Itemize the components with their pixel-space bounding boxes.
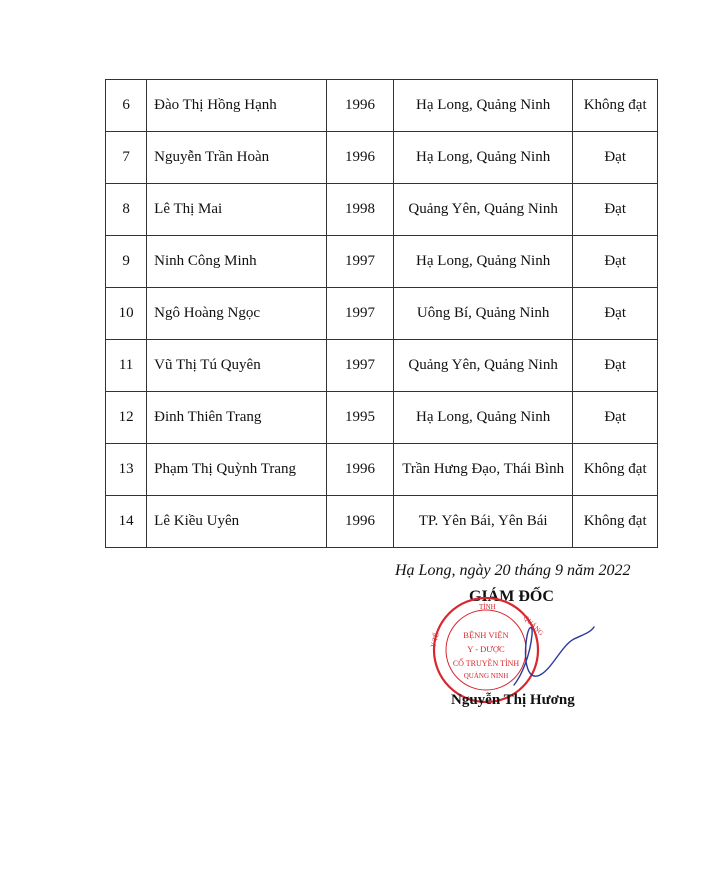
full-name: Đinh Thiên Trang	[147, 392, 327, 444]
birth-year: 1996	[327, 496, 394, 548]
result: Không đạt	[573, 496, 658, 548]
stamp-line-1: BỆNH VIỆN	[463, 630, 509, 640]
row-number: 9	[106, 236, 147, 288]
table-row	[106, 444, 658, 496]
full-name: Lê Kiều Uyên	[147, 496, 327, 548]
birth-year: 1998	[327, 184, 394, 236]
result: Đạt	[573, 340, 658, 392]
full-name: Đào Thị Hồng Hạnh	[147, 80, 327, 132]
row-number: 14	[106, 496, 147, 548]
full-name: Vũ Thị Tú Quyên	[147, 340, 327, 392]
hometown: Quảng Yên, Quảng Ninh	[393, 184, 572, 236]
birth-year: 1997	[327, 236, 394, 288]
stamp-line-3: CỔ TRUYỀN TỈNH	[452, 659, 520, 668]
table-row	[106, 184, 658, 236]
hometown: Trần Hưng Đạo, Thái Bình	[393, 444, 572, 496]
stamp-ring-left: Y TẾ	[429, 631, 441, 649]
full-name: Ngô Hoàng Ngọc	[147, 288, 327, 340]
hometown: Hạ Long, Quảng Ninh	[393, 132, 572, 184]
result: Đạt	[573, 184, 658, 236]
row-number: 11	[106, 340, 147, 392]
signature-scrawl	[500, 615, 595, 695]
hometown: Uông Bí, Quảng Ninh	[393, 288, 572, 340]
row-number: 8	[106, 184, 147, 236]
row-number: 13	[106, 444, 147, 496]
full-name: Nguyễn Trần Hoàn	[147, 132, 327, 184]
result: Không đạt	[573, 444, 658, 496]
table-row	[106, 496, 658, 548]
hometown: Quảng Yên, Quảng Ninh	[393, 340, 572, 392]
result: Đạt	[573, 236, 658, 288]
row-number: 6	[106, 80, 147, 132]
results-table	[105, 79, 658, 548]
row-number: 12	[106, 392, 147, 444]
result: Đạt	[573, 392, 658, 444]
stamp-ring-right: QUẢNG	[521, 613, 546, 638]
date-line: Hạ Long, ngày 20 tháng 9 năm 2022	[395, 562, 631, 579]
full-name: Lê Thị Mai	[147, 184, 327, 236]
table-row	[106, 288, 658, 340]
birth-year: 1996	[327, 444, 394, 496]
hometown: Hạ Long, Quảng Ninh	[393, 392, 572, 444]
hometown: Hạ Long, Quảng Ninh	[393, 80, 572, 132]
hometown: Hạ Long, Quảng Ninh	[393, 236, 572, 288]
birth-year: 1996	[327, 80, 394, 132]
result: Đạt	[573, 132, 658, 184]
stamp-ring-top: TỈNH	[479, 603, 496, 611]
stamp-line-2: Y - DƯỢC	[467, 644, 505, 654]
signer-name: Nguyễn Thị Hương	[451, 692, 575, 708]
hometown: TP. Yên Bái, Yên Bái	[393, 496, 572, 548]
birth-year: 1995	[327, 392, 394, 444]
birth-year: 1997	[327, 340, 394, 392]
birth-year: 1996	[327, 132, 394, 184]
table-row	[106, 132, 658, 184]
table-row	[106, 236, 658, 288]
table-row	[106, 80, 658, 132]
table-row	[106, 340, 658, 392]
stamp-line-4: QUẢNG NINH	[463, 672, 509, 680]
row-number: 10	[106, 288, 147, 340]
table-row	[106, 392, 658, 444]
result: Đạt	[573, 288, 658, 340]
birth-year: 1997	[327, 288, 394, 340]
row-number: 7	[106, 132, 147, 184]
signature-stroke	[514, 627, 594, 685]
full-name: Phạm Thị Quỳnh Trang	[147, 444, 327, 496]
director-title: GIÁM ĐỐC	[469, 588, 554, 605]
result: Không đạt	[573, 80, 658, 132]
full-name: Ninh Công Minh	[147, 236, 327, 288]
